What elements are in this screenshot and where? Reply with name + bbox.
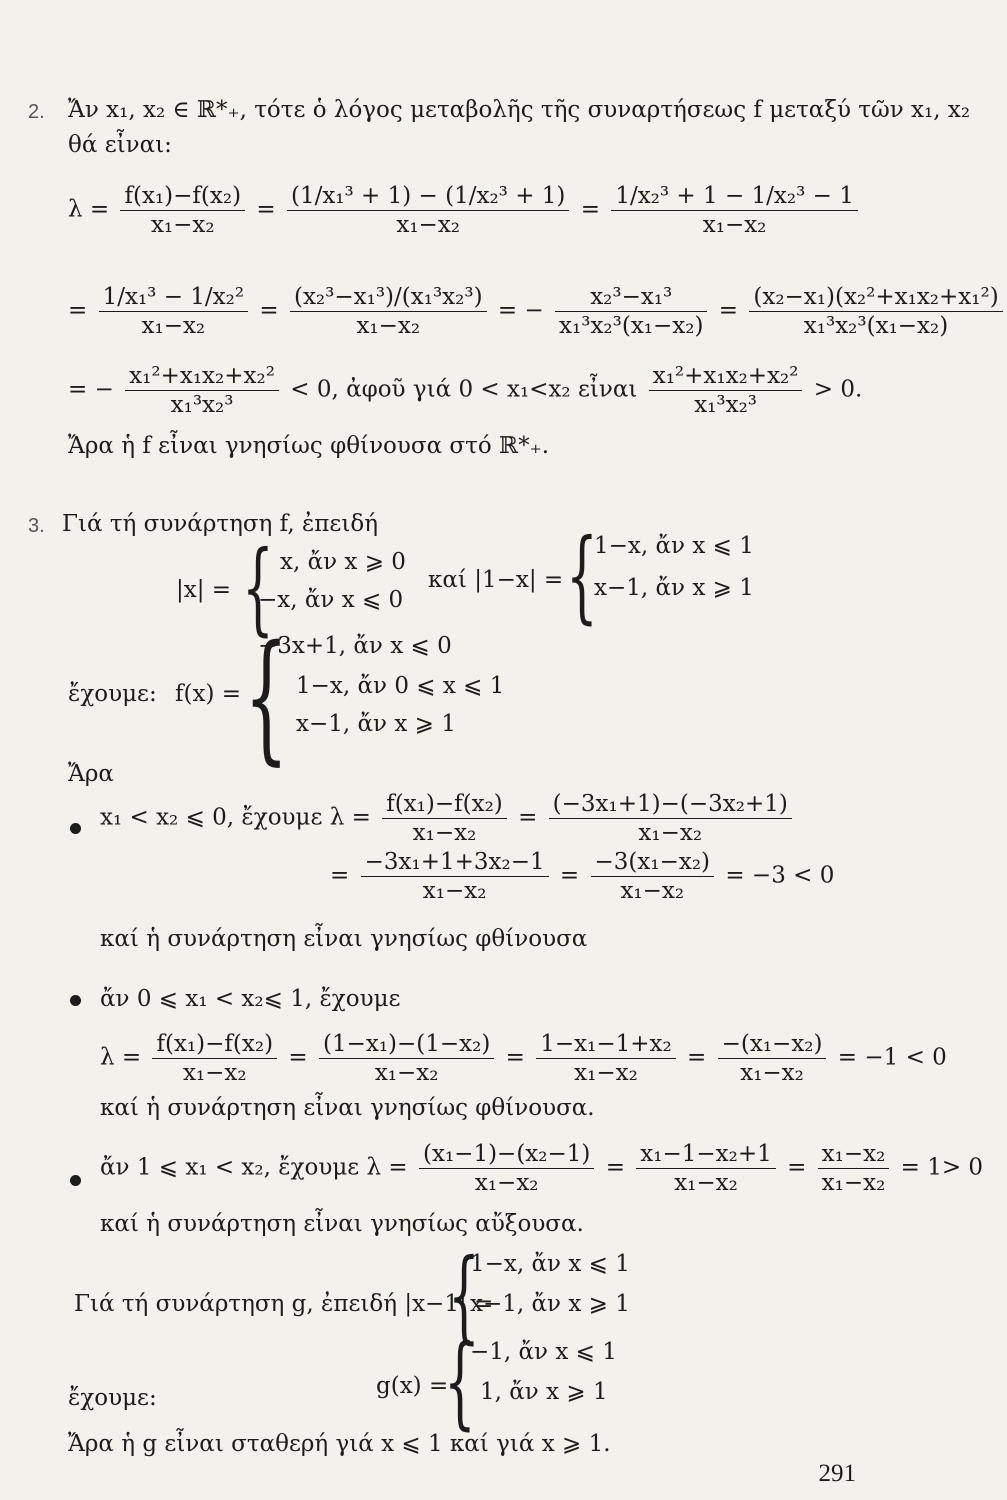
exoume-label: ἔχουμε: (68, 681, 157, 707)
bullet-1-row2: = $\frac{\text{−3x₁+1+3x₂−1}}{\text{x₁−x₂}}$ = $\frac{\text{−3(x₁−x₂)}}{\text{x₁−x₂}}$ = −3 < 0 (330, 849, 835, 904)
section-2-conclusion: Ἄρα ἡ f εἶναι γνησίως φθίνουσα στό ℝ*₊. (68, 433, 550, 459)
bullet (70, 1175, 81, 1186)
fraction-r2-2: $\frac{\text{(x₂³−x₁³)/(x₁³x₂³)}}{\text{x₁−x₂}}$ (290, 283, 487, 340)
abs-x-case-2: −x, ἄν x ⩽ 0 (258, 587, 404, 613)
g-abs-case-1: 1−x, ἄν x ⩽ 1 (470, 1251, 630, 1277)
brace-f: { (244, 616, 289, 779)
bullet-2-lead: ἄν 0 ⩽ x₁ < x₂⩽ 1, ἔχουμε (100, 986, 401, 1012)
bullet-2-row: λ = $\frac{\text{f(x₁)−f(x₂)}}{\text{x₁−x₂}}$ = $\frac{\text{(1−x₁)−(1−x₂)}}{\text{x₁−x₂}}$ = $\frac{\text{1−x₁−1+x₂}}{\text{x₁−x₂}}$ = $\frac{\text{−(x₁−x₂)}}{\text{x₁−x₂}}$ = −1 < 0 (100, 1031, 947, 1086)
g-conclusion: Ἄρα ἡ g εἶναι σταθερή γιά x ⩽ 1 καί γιά x ⩾ 1. (68, 1431, 611, 1457)
fraction-r2-1: $\frac{\text{1/x₁³ − 1/x₂²}}{\text{x₁−x₂}}$ (99, 283, 248, 340)
section-3-intro: Γιά τή συνάρτηση f, ἐπειδή (62, 511, 378, 537)
fraction-r3-2: $\frac{\text{x₁²+x₁x₂+x₂²}}{\text{x₁³x₂³}}$ (649, 362, 803, 419)
bullet (70, 995, 81, 1006)
brace-abs-x: { (242, 529, 274, 646)
fraction-reciprocal-diff: $\frac{\text{(1/x₁³ + 1) − (1/x₂³ + 1)}}{\text{x₁−x₂}}$ (287, 182, 569, 239)
fraction-expanded: $\frac{\text{1/x₂³ + 1 − 1/x₂³ − 1}}{\text{x₁−x₂}}$ (611, 182, 858, 239)
g-case-2: 1, ἄν x ⩾ 1 (480, 1379, 608, 1405)
bullet-3-conclusion: καί ἡ συνάρτηση εἶναι γνησίως αὔξουσα. (100, 1211, 584, 1237)
g-case-1: −1, ἄν x ⩽ 1 (470, 1339, 617, 1365)
fraction-r2-4: $\frac{\text{(x₂−x₁)(x₂²+x₁x₂+x₁²)}}{\text{x₁³x₂³(x₁−x₂)}}$ (749, 283, 1002, 340)
g-exoume-label: ἔχουμε: (68, 1385, 157, 1411)
abs-1mx-lhs: καί |1−x| = (428, 567, 564, 593)
bullet-1-row1: x₁ < x₂ ⩽ 0, ἔχουμε λ = $\frac{\text{f(x₁)−f(x₂)}}{\text{x₁−x₂}}$ = $\frac{\text{(−3x₁+1)−(−3x₂+1)}}{\text{x₁−x₂}}$ (100, 790, 796, 847)
fraction-r3-1: $\frac{\text{x₁²+x₁x₂+x₂²}}{\text{x₁³x₂³}}$ (125, 362, 279, 419)
s2-row2: = $\frac{\text{1/x₁³ − 1/x₂²}}{\text{x₁−x₂}}$ = $\frac{\text{(x₂³−x₁³)/(x₁³x₂³)}}{\text{x₁−x₂}}$ = − $\frac{\text{x₂³−x₁³}}{\text{x₁³x₂³(x₁−x₂)}}$ = $\frac{\text{(x₂−x₁)(x₂²+x₁x₂+x₁²)}}{\text{x₁³x₂³(x₁−x₂)}}$ (68, 283, 1007, 340)
s2-row3: = − $\frac{\text{x₁²+x₁x₂+x₂²}}{\text{x₁³x₂³}}$ < 0, ἀφοῦ γιά 0 < x₁<x₂ εἶναι $\frac{\text{x₁²+x₁x₂+x₂²}}{\text{x₁³x₂³}}$ > 0. (68, 363, 863, 418)
fraction-diff-quotient: $\frac{\text{f(x₁)−f(x₂)}}{\text{x₁−x₂}}$ (120, 182, 245, 239)
f-case-1: −3x+1, ἄν x ⩽ 0 (258, 633, 452, 659)
g-lhs: g(x) = (376, 1373, 449, 1399)
bullet-1-conclusion: καί ἡ συνάρτηση εἶναι γνησίως φθίνουσα (100, 926, 588, 952)
g-abs-case-2: x−1, ἄν x ⩾ 1 (470, 1291, 630, 1317)
brace-g: { (444, 1323, 476, 1440)
section-2-intro: Ἄν x₁, x₂ ∈ ℝ*₊, τότε ὁ λόγος μεταβολῆς τῆς συναρτήσεως f μεταξύ τῶν x₁, x₂ (68, 97, 971, 123)
g-intro: Γιά τή συνάρτηση g, ἐπειδή |x−1| = (74, 1291, 494, 1317)
abs-x-lhs: |x| = (176, 577, 232, 603)
s2-row1: λ = $\frac{\text{f(x₁)−f(x₂)}}{\text{x₁−x₂}}$ = $\frac{\text{(1/x₁³ + 1) − (1/x₂³ + 1)}}{\text{x₁−x₂}}$ = $\frac{\text{1/x₂³ + 1 − 1/x₂³ − 1}}{\text{x₁−x₂}}$ (68, 182, 862, 239)
page-number: 291 (818, 1460, 856, 1487)
section-2-number: 2. (28, 101, 45, 123)
ara-label: Ἄρα (68, 761, 114, 787)
lambda-symbol: λ = (68, 196, 110, 223)
section-2-intro-2: θά εἶναι: (68, 132, 172, 158)
bullet (70, 823, 81, 834)
brace-g-abs: { (448, 1237, 480, 1354)
abs-x-case-1: x, ἄν x ⩾ 0 (280, 549, 406, 575)
fraction-r2-3: $\frac{\text{x₂³−x₁³}}{\text{x₁³x₂³(x₁−x₂)}}$ (555, 283, 707, 340)
brace-abs-1mx: { (566, 517, 598, 634)
f-lhs: f(x) = (175, 681, 242, 707)
section-3-number: 3. (28, 515, 45, 537)
f-case-2: 1−x, ἄν 0 ⩽ x ⩽ 1 (296, 673, 505, 699)
f-case-3: x−1, ἄν x ⩾ 1 (296, 711, 456, 737)
abs-1mx-case-2: x−1, ἄν x ⩾ 1 (594, 575, 754, 601)
bullet-3-row: ἄν 1 ⩽ x₁ < x₂, ἔχουμε λ = $\frac{\text{(x₁−1)−(x₂−1)}}{\text{x₁−x₂}}$ = $\frac{\text{x₁−1−x₂+1}}{\text{x₁−x₂}}$ = $\frac{\text{x₁−x₂}}{\text{x₁−x₂}}$ = 1> 0 (100, 1141, 984, 1196)
abs-1mx-case-1: 1−x, ἄν x ⩽ 1 (594, 533, 754, 559)
bullet-2-conclusion: καί ἡ συνάρτηση εἶναι γνησίως φθίνουσα. (100, 1095, 595, 1121)
